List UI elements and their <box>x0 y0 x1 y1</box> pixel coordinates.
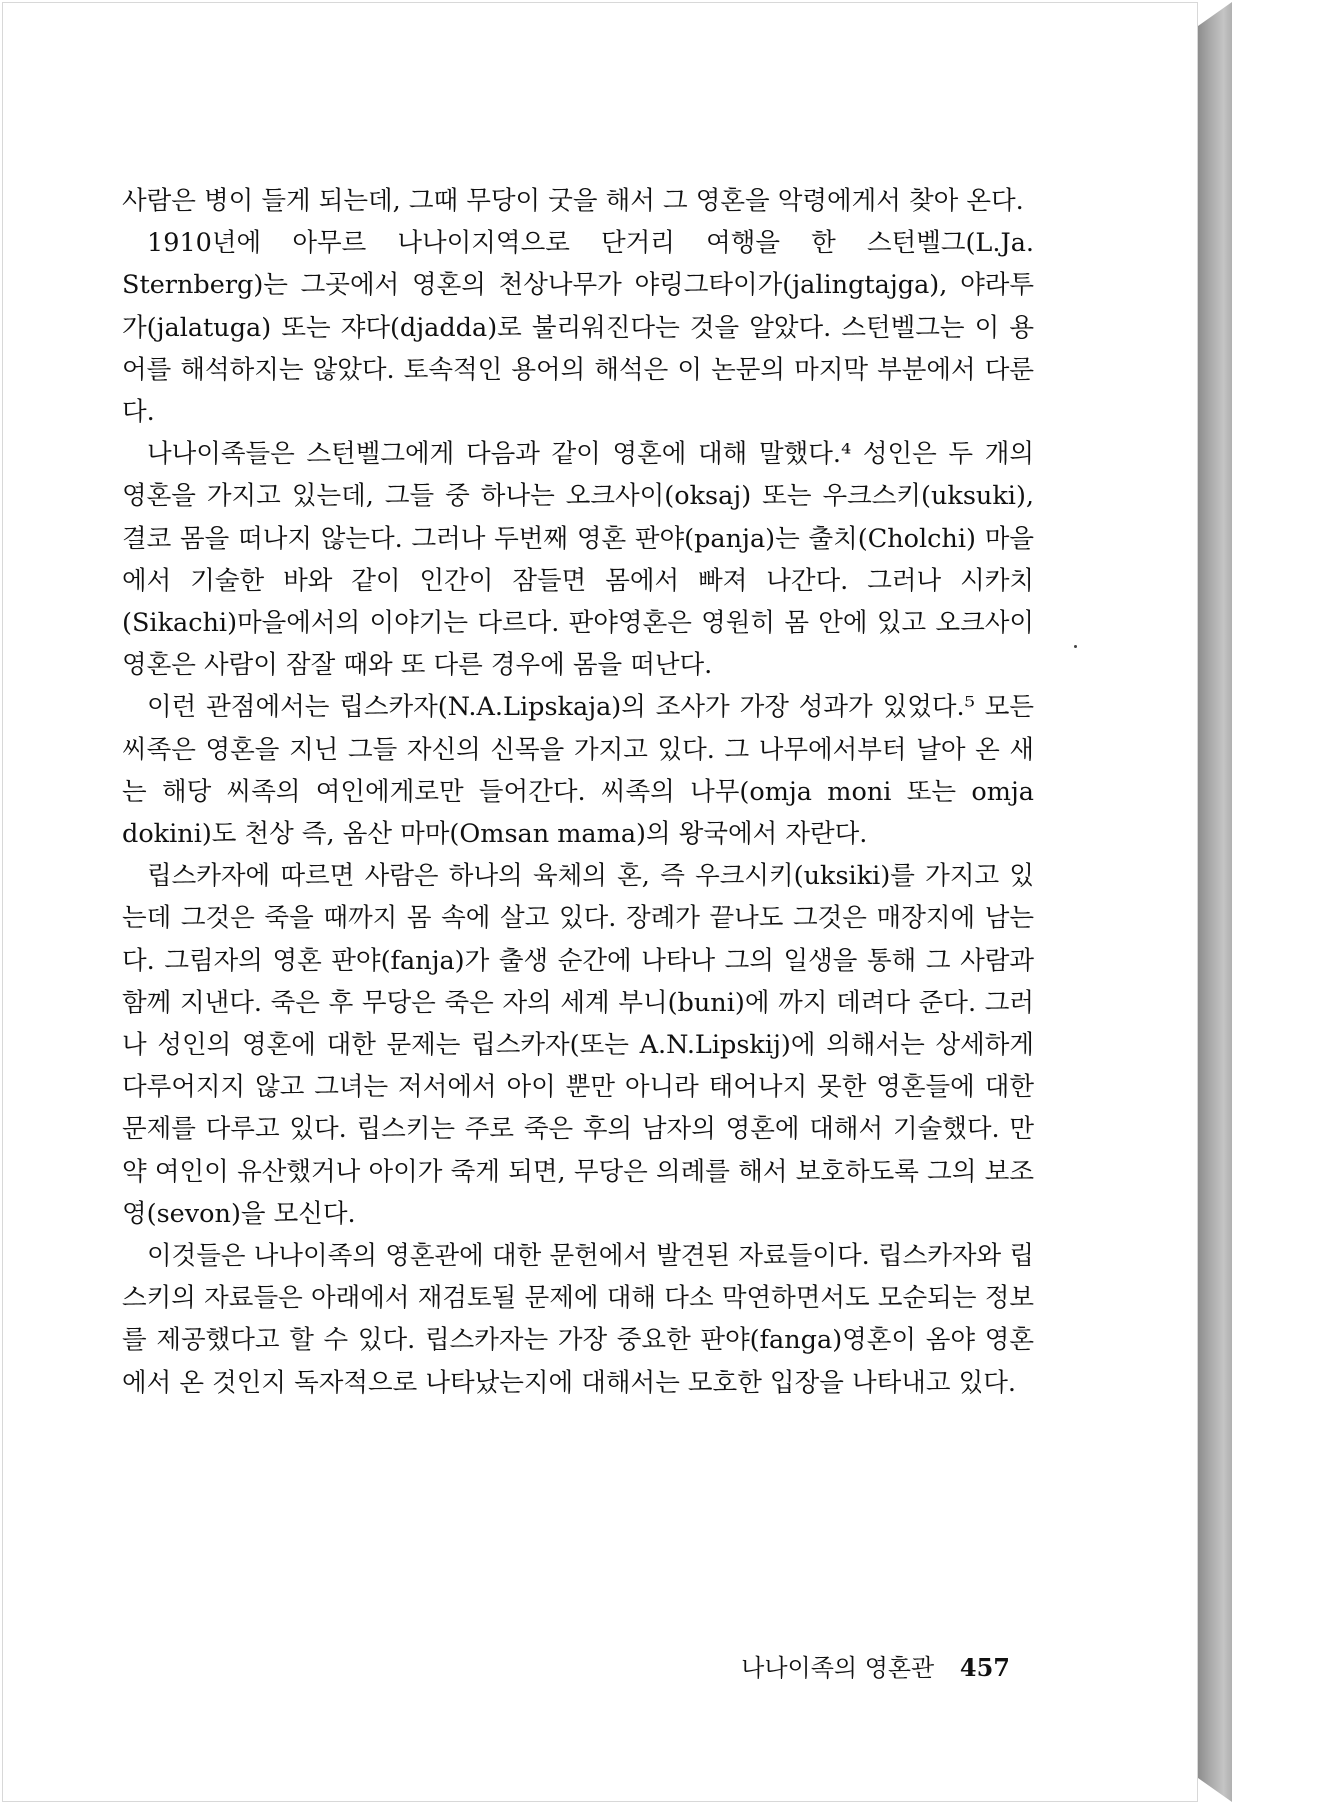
stray-mark <box>1074 645 1077 648</box>
body-text <box>122 180 1034 1404</box>
paragraph-2: 1910년에 아무르 나나이지역으로 단거리 여행을 한 스턴벨그(L.Ja. Sternberg)는 그곳에서 영혼의 천상나무가 야링그타이가(jalingtajga), 야라투가(jalatuga) 또는 쟈다(djadda)로 불리워진다는 것을 알았다. 스턴벨그는 이 용어를 해석하지는 않았다. 토속적인 용어의 해석은 이 논문의 마지막 부분에서 다룬다. <box>122 228 1034 428</box>
page-number: 457 <box>959 1653 1010 1682</box>
running-title: 나나이족의 영혼관 <box>741 1654 935 1682</box>
page-edge-corner-bottom <box>1198 1778 1232 1802</box>
paragraph-1: 사람은 병이 들게 되는데, 그때 무당이 굿을 해서 그 영혼을 악령에게서 찾아 온다. <box>122 186 1024 216</box>
paragraph-4: 이런 관점에서는 립스카자(N.A.Lipskaja)의 조사가 가장 성과가 있었다.⁵ 모든 씨족은 영혼을 지닌 그들 자신의 신목을 가지고 있다. 그 나무에서부터 날아 온 새는 해당 씨족의 여인에게로만 들어간다. 씨족의 나무(omja moni 또는 omja dokini)도 천상 즉, 옴산 마마(Omsan mama)의 왕국에서 자란다. <box>122 692 1034 850</box>
page-footer <box>720 1648 1010 1683</box>
page-edge-corner-top <box>1198 2 1232 26</box>
paragraph-5: 립스카자에 따르면 사람은 하나의 육체의 혼, 즉 우크시키(uksiki)를 가지고 있는데 그것은 죽을 때까지 몸 속에 살고 있다. 장례가 끝나도 그것은 매장지에 남는다. 그림자의 영혼 판야(fanja)가 출생 순간에 나타나 그의 일생을 통해 그 사람과 함께 지낸다. 죽은 후 무당은 죽은 자의 세계 부니(buni)에 까지 데려다 준다. 그러나 성인의 영혼에 대한 문제는 립스카자(또는 A.N.Lipskij)에 의해서는 상세하게 다루어지지 않고 그녀는 저서에서 아이 뿐만 아니라 태어나지 못한 영혼들에 대한 문제를 다루고 있다. 립스키는 주로 죽은 후의 남자의 영혼에 대해서 기술했다. 만약 여인이 유산했거나 아이가 죽게 되면, 무당은 의례를 해서 보호하도록 그의 보조영(sevon)을 모신다. <box>122 861 1034 1229</box>
paragraph-3: 나나이족들은 스턴벨그에게 다음과 같이 영혼에 대해 말했다.⁴ 성인은 두 개의 영혼을 가지고 있는데, 그들 중 하나는 오크사이(oksaj) 또는 우크스키(uksuki), 결코 몸을 떠나지 않는다. 그러나 두번째 영혼 판야(panja)는 출치(Cholchi) 마을에서 기술한 바와 같이 인간이 잠들면 몸에서 빠져 나간다. 그러나 시카치(Sikachi)마을에서의 이야기는 다르다. 판야영혼은 영원히 몸 안에 있고 오크사이 영혼은 사람이 잠잘 때와 또 다른 경우에 몸을 떠난다. <box>122 439 1034 681</box>
page-edge-shadow <box>1198 2 1232 1802</box>
paragraph-6: 이것들은 나나이족의 영혼관에 대한 문헌에서 발견된 자료들이다. 립스카자와 립스키의 자료들은 아래에서 재검토될 문제에 대해 다소 막연하면서도 모순되는 정보를 제공했다고 할 수 있다. 립스카자는 가장 중요한 판야(fanga)영혼이 옴야 영혼에서 온 것인지 독자적으로 나타났는지에 대해서는 모호한 입장을 나타내고 있다. <box>122 1241 1034 1398</box>
